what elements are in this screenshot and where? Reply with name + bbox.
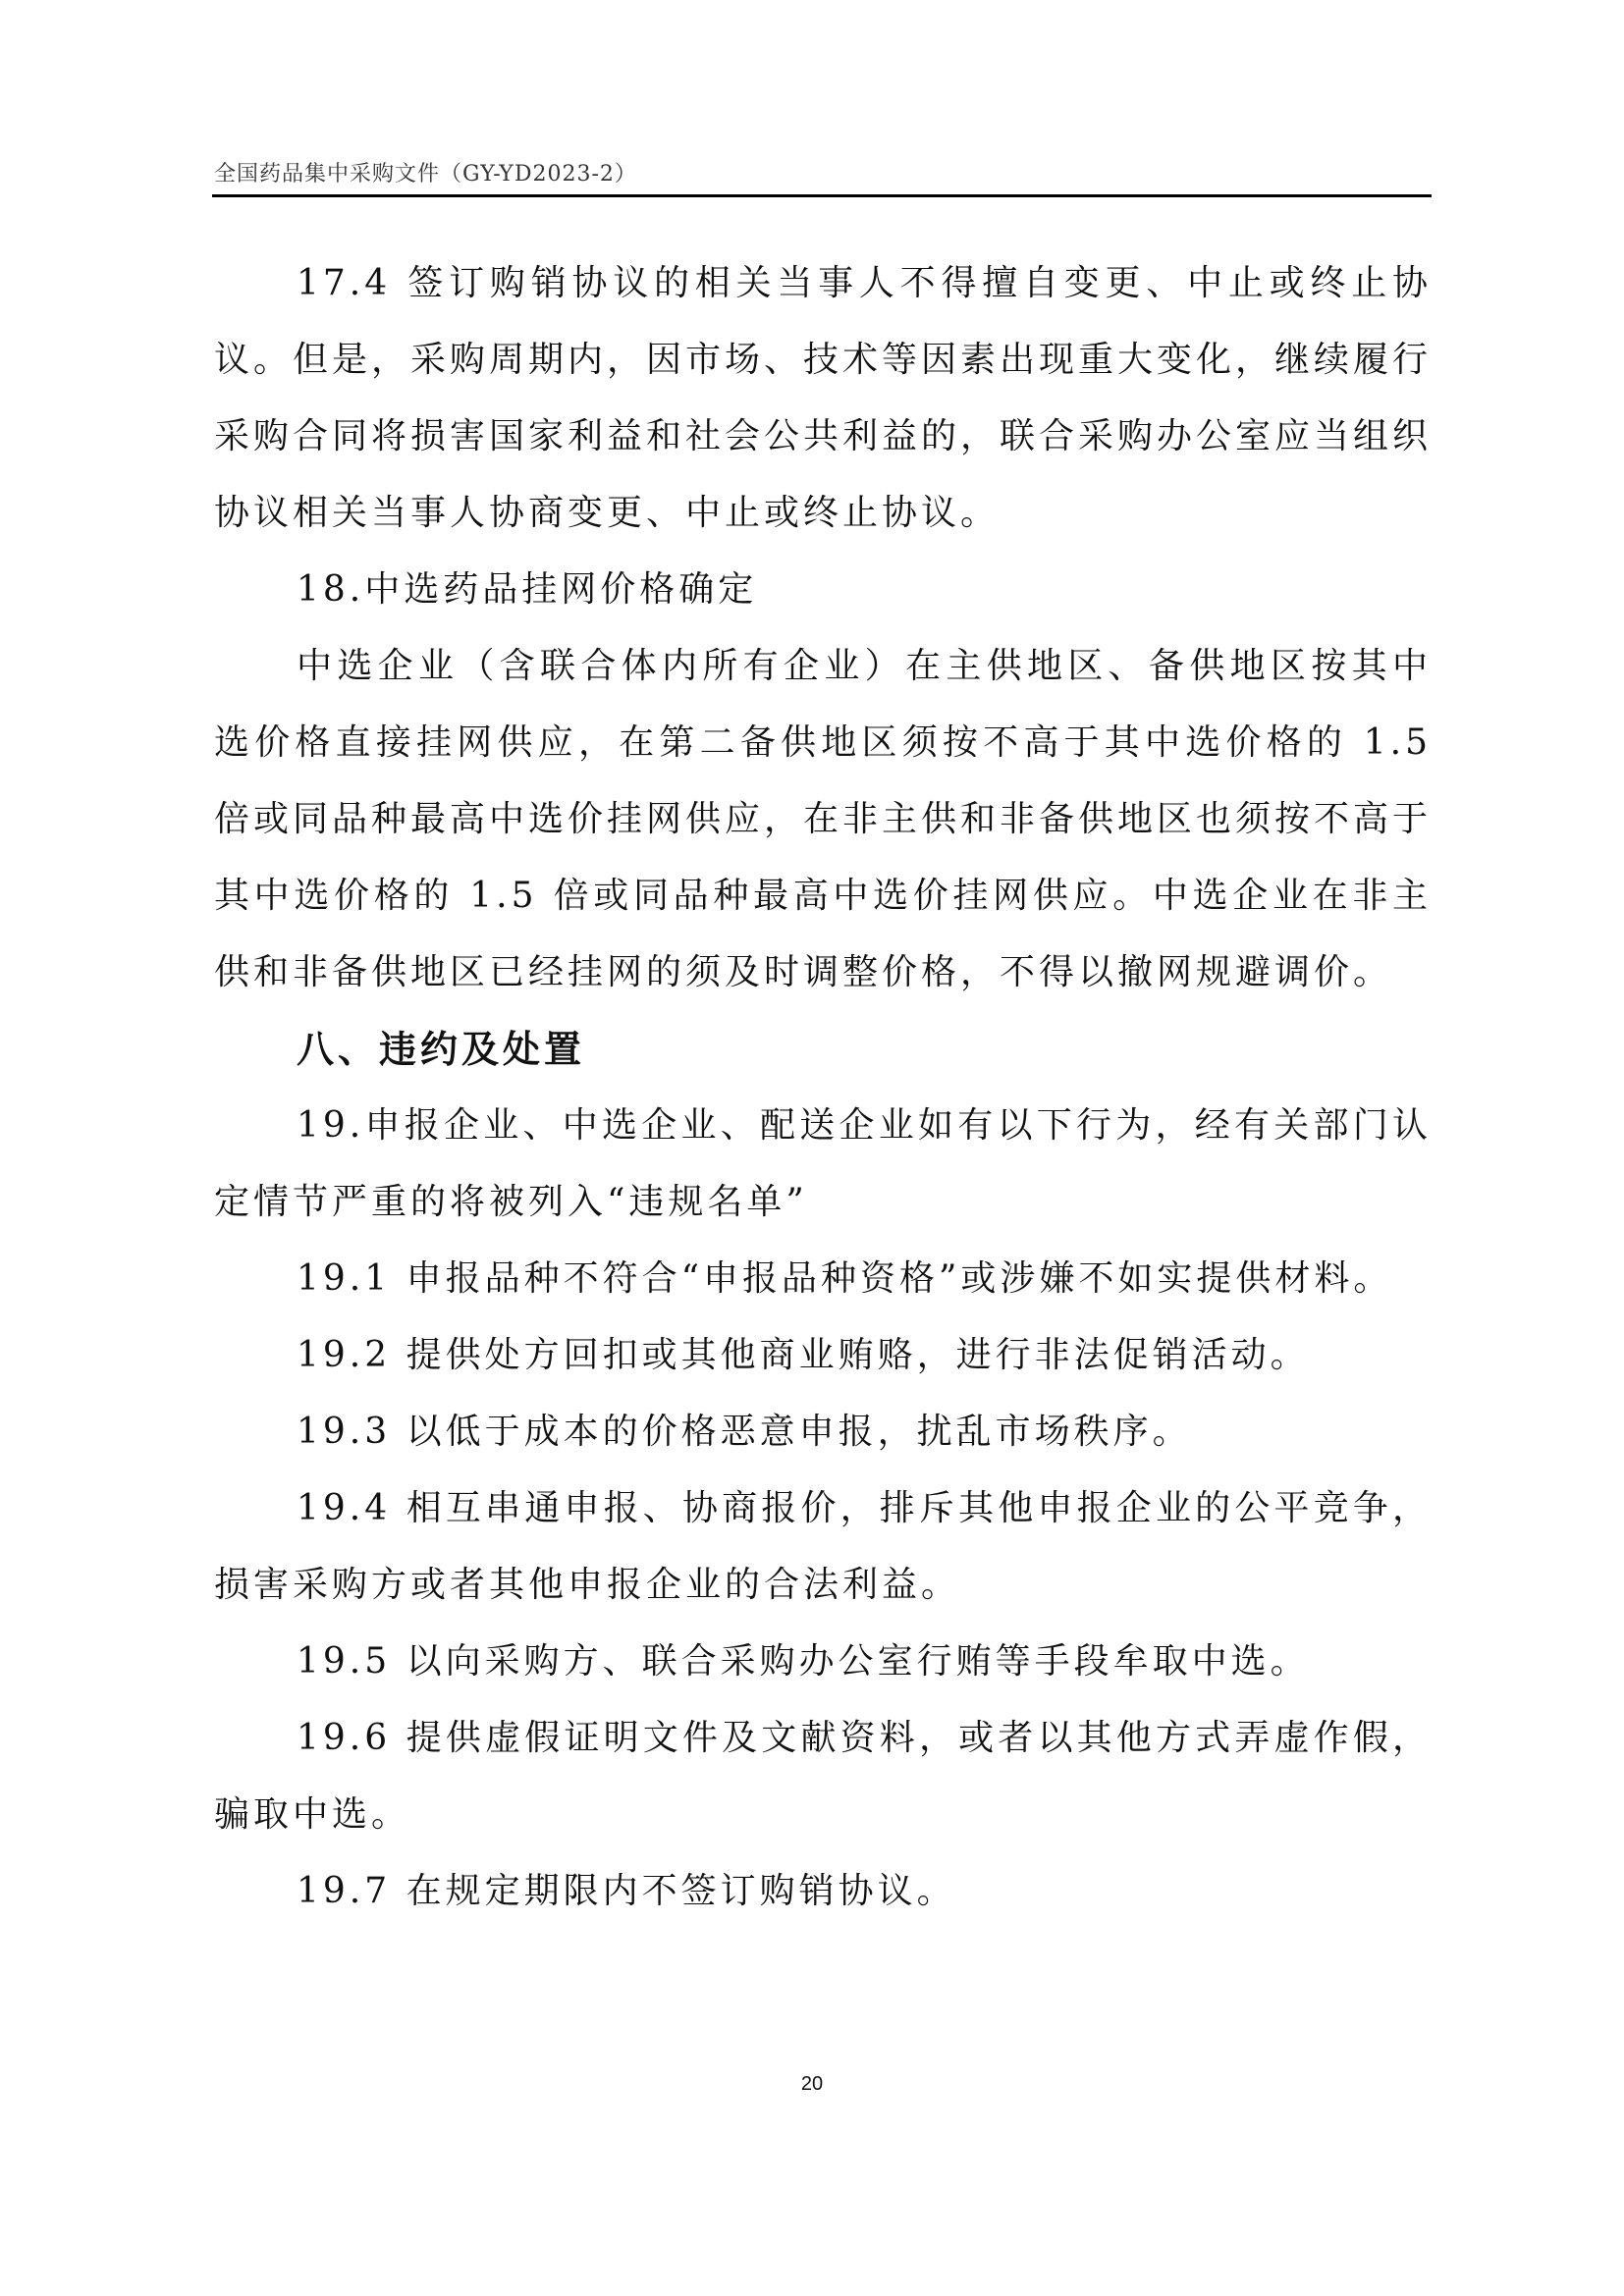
paragraph-19-2: 19.2 提供处方回扣或其他商业贿赂，进行非法促销活动。 (297, 1335, 1310, 1375)
paragraph-19-1: 19.1 申报品种不符合“申报品种资格”或涉嫌不如实提供材料。 (297, 1258, 1393, 1299)
heading-18: 18.中选药品挂网价格确定 (297, 569, 758, 610)
paragraph-19-6: 19.6 提供虚假证明文件及文献资料，或者以其他方式弄虚作假，骗取中选。 (214, 1718, 1432, 1835)
paragraph-19-4: 19.4 相互串通申报、协商报价，排斥其他申报企业的公平竞争，损害采购方或者其他申报企业的合法利益。 (214, 1488, 1432, 1605)
running-header: 全国药品集中采购文件（GY-YD2023-2） (214, 162, 637, 187)
paragraph-19-3: 19.3 以低于成本的价格恶意申报，扰乱市场秩序。 (297, 1412, 1192, 1452)
paragraph-18-body: 中选企业（含联合体内所有企业）在主供地区、备供地区按其中选价格直接挂网供应，在第二备供地区须按不高于其中选价格的 1.5 倍或同品种最高中选价挂网供应，在非主供和非备供地区也须按不高于其中选价格的 1.5 倍或同品种最高中选价挂网供应。中选企业在非主供和非备供地区已经挂网的须及时调整价格，不得以撤网规避调价。 (214, 646, 1433, 992)
paragraph-19-5: 19.5 以向采购方、联合采购办公室行贿等手段牟取中选。 (297, 1641, 1310, 1682)
paragraph-17-4: 17.4 签订购销协议的相关当事人不得擅自变更、中止或终止协议。但是，采购周期内，因市场、技术等因素出现重大变化，继续履行采购合同将损害国家利益和社会公共利益的，联合采购办公室应当组织协议相关当事人协商变更、中止或终止协议。 (214, 263, 1433, 533)
section-heading-8: 八、违约及处置 (297, 1028, 586, 1071)
paragraph-19-7: 19.7 在规定期限内不签订购销协议。 (297, 1871, 956, 1911)
paragraph-19: 19.申报企业、中选企业、配送企业如有以下行为，经有关部门认定情节严重的将被列入“违规名单” (214, 1105, 1432, 1222)
page-number: 20 (800, 2073, 824, 2095)
document-body (214, 245, 1432, 1930)
header-rule (212, 194, 1432, 197)
